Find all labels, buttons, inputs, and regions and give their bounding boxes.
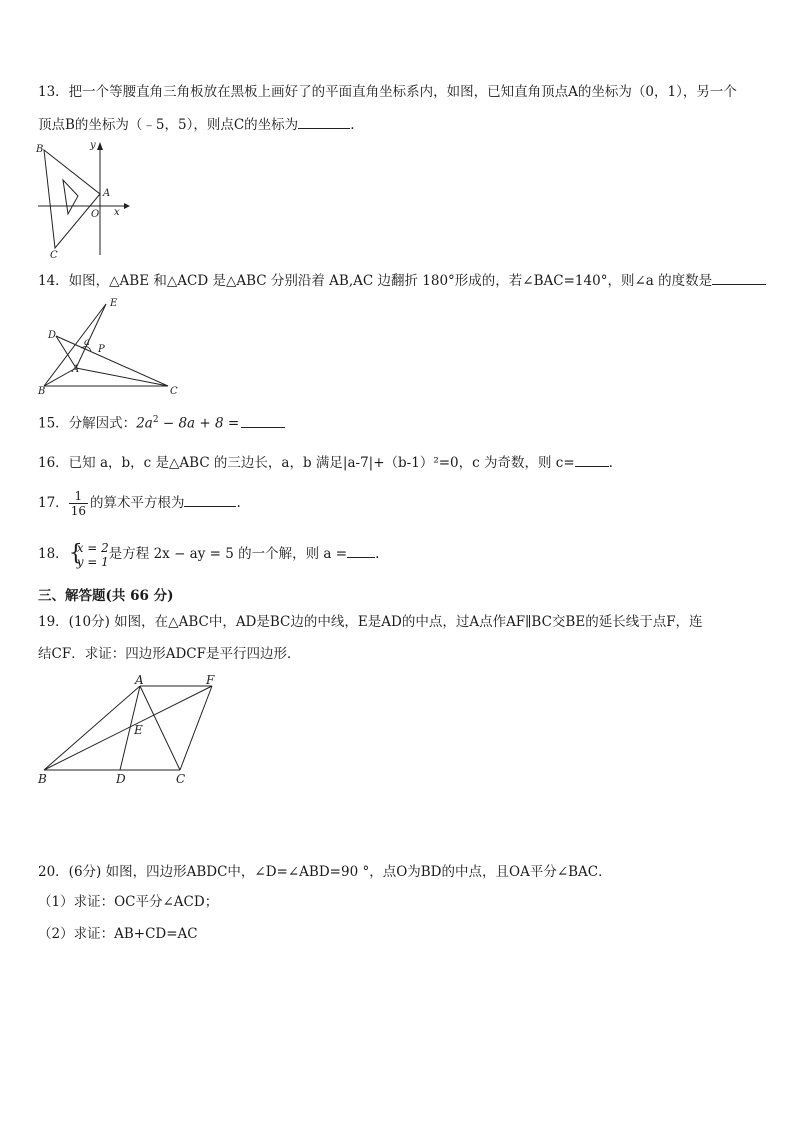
q14-label-a: a: [84, 337, 90, 348]
q14-label-P: P: [98, 344, 105, 355]
q19-label-A: A: [135, 673, 144, 687]
q17-text: 的算术平方根为: [89, 495, 185, 511]
q14-label-B: B: [38, 386, 46, 396]
q15-sup: 2: [152, 415, 159, 425]
q19-line2: 结CF．求证：四边形ADCF是平行四边形．: [38, 646, 301, 662]
q13-label-B: B: [36, 144, 44, 155]
q13-line1: 13．把一个等腰直角三角板放在黑板上画好了的平面直角坐标系内，如图，已知直角顶点A的坐标为（0，1），另一个: [38, 84, 737, 100]
q13-line2: [38, 114, 354, 135]
q16-line: [38, 452, 613, 473]
q18-brace-icon: {: [68, 540, 83, 566]
q16-answer-blank: [575, 452, 609, 467]
q17-answer-blank: [184, 492, 236, 507]
q20-line1: 20．(6分) 如图，四边形ABDC中，∠D=∠ABD=90 °，点O为BD的中点，且OA平分∠BAC．: [38, 864, 612, 880]
q13-label-C: C: [50, 250, 58, 260]
q14-label-E: E: [110, 298, 118, 309]
q13-inner-triangle: [63, 180, 78, 214]
q17-num: 1: [69, 489, 88, 504]
q16-end: .: [608, 455, 613, 471]
q18-prefix: 18．: [38, 546, 69, 562]
q13-label-y: y: [90, 140, 96, 151]
q15-expr-a: 2a: [136, 415, 153, 432]
q13-triangle: [44, 150, 100, 248]
q14-label-D: D: [48, 330, 57, 341]
q19-label-C: C: [176, 772, 186, 786]
q18-end: .: [375, 546, 380, 562]
q17-fraction: [69, 489, 88, 518]
q13-y-arrow: [97, 142, 103, 150]
q16-text: 16．已知 a，b，c 是△ABC 的三边长，a，b 满足|a-7|+（b-1）²=0，c 为奇数，则 c=: [38, 455, 575, 471]
q13-x-arrow: [124, 203, 130, 209]
q14-line: [38, 270, 766, 291]
q18-answer-blank: [347, 543, 375, 558]
q19-label-D: D: [116, 772, 126, 786]
q20-sub1: （1）求证：OC平分∠ACD；: [38, 894, 219, 910]
q19-label-F: F: [206, 673, 215, 687]
q14-figure: [36, 296, 186, 396]
q20-sub2: （2）求证：AB+CD=AC: [38, 926, 198, 942]
q17-prefix: 17．: [38, 495, 69, 511]
q15-prefix: 15．分解因式：: [38, 415, 137, 432]
q15-answer-blank: [241, 413, 285, 428]
q19-line1: 19．(10分) 如图，在△ABC中，AD是BC边的中线，E是AD的中点，过A点作AF∥BC交BE的延长线于点F，连: [38, 614, 703, 630]
q14-text: 14．如图，△ABE 和△ACD 是△ABC 分别沿着 AB,AC 边翻折 180°形成的，若∠BAC=140°，则∠a 的度数是: [38, 273, 713, 289]
q17-den: 16: [70, 504, 86, 518]
q14-answer-blank: [712, 270, 766, 285]
q13-label-A: A: [103, 188, 111, 199]
q13-label-x: x: [114, 207, 120, 218]
q19-figure: [36, 672, 220, 788]
q17-line: [38, 488, 241, 518]
q13-line2-text: 顶点B的坐标为（﹣5，5），则点C的坐标为: [38, 117, 299, 133]
q13-line2-end: .: [350, 117, 355, 133]
section3-heading: 三、解答题(共 66 分): [38, 588, 174, 604]
q15-expr-b: − 8a + 8 =: [158, 415, 240, 432]
q14-label-A: A: [72, 364, 80, 375]
q19-label-E: E: [134, 723, 143, 737]
q13-label-O: O: [91, 209, 100, 220]
q13-answer-blank: [298, 114, 350, 129]
q13-figure: [34, 140, 130, 260]
q18-text: 是方程 2x − ay = 5 的一个解，则 a =: [108, 546, 348, 562]
q17-end: .: [236, 495, 241, 511]
q18-line: [38, 538, 379, 570]
q15-line: [38, 410, 285, 434]
q18-row2: y = 1: [76, 554, 109, 569]
q14-label-C: C: [170, 386, 178, 396]
q19-label-B: B: [38, 772, 47, 786]
q18-system: [69, 541, 109, 569]
q18-row1: x = 2: [76, 540, 109, 555]
